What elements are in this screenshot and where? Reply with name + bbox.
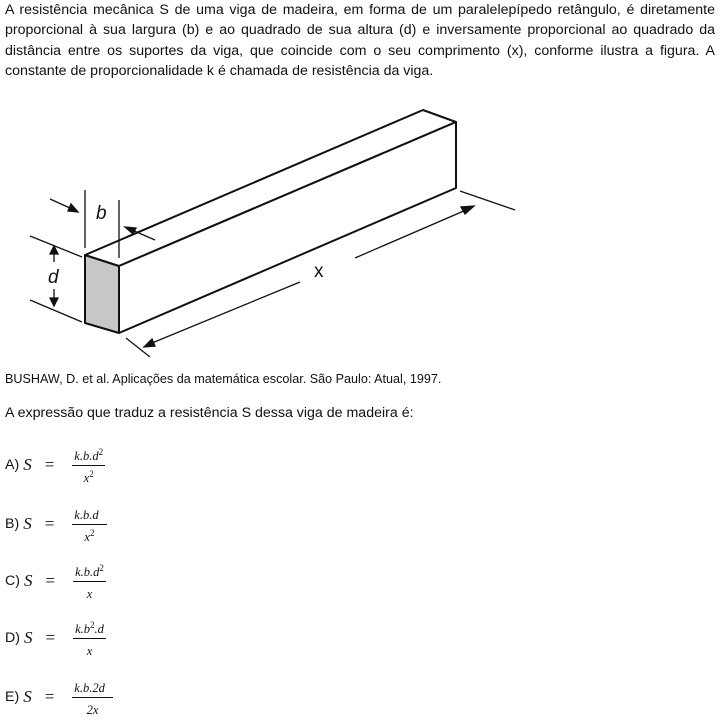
beam-figure bbox=[0, 95, 540, 370]
source-citation: BUSHAW, D. et al. Aplicações da matemática escolar. São Paulo: Atual, 1997. bbox=[5, 372, 442, 386]
numerator: k.b.d bbox=[72, 504, 106, 525]
denominator: x bbox=[86, 586, 93, 601]
numerator: $k.b.d^2$ bbox=[73, 561, 106, 582]
beam-front-face bbox=[85, 255, 119, 333]
fraction bbox=[72, 677, 113, 718]
beam bbox=[85, 110, 456, 333]
lhs-variable: S bbox=[23, 628, 33, 647]
numerator: $k.b.d^2$ bbox=[72, 445, 105, 466]
fraction bbox=[72, 445, 105, 486]
equals-sign: = bbox=[44, 455, 55, 474]
label-d: d bbox=[48, 267, 59, 288]
option-c[interactable] bbox=[5, 561, 106, 601]
option-letter: E) bbox=[5, 689, 20, 705]
denominator: 2x bbox=[86, 702, 99, 717]
option-b[interactable] bbox=[5, 504, 107, 544]
option-a[interactable] bbox=[5, 445, 105, 485]
question-prompt: A expressão que traduz a resistência S dessa viga de madeira é: bbox=[5, 405, 414, 421]
denominator: $x^2$ bbox=[84, 527, 95, 544]
option-letter: C) bbox=[5, 573, 20, 589]
denominator: $x^2$ bbox=[83, 468, 94, 485]
equals-sign: = bbox=[44, 514, 55, 533]
option-d[interactable] bbox=[5, 618, 106, 658]
option-letter: A) bbox=[5, 457, 20, 473]
label-x: x bbox=[314, 261, 324, 282]
option-letter: B) bbox=[5, 516, 20, 532]
numerator: k.b.2d bbox=[72, 677, 113, 698]
equals-sign: = bbox=[45, 628, 56, 647]
intro-paragraph: A resistência mecânica S de uma viga de madeira, em forma de um paralelepípedo retângulo, é diretamente proporcional à sua largura (b) e ao quadrado de sua altura (d) e inversamente proporcional ao quadrado da distância entre os suportes da viga, que coincide com o seu comprimento (x), conforme ilustra a figura. A constante de proporcionalidade k é chamada de resistência da viga. bbox=[5, 2, 715, 80]
fraction bbox=[73, 618, 106, 659]
numerator: $k.b^2.d$ bbox=[73, 618, 106, 639]
equals-sign: = bbox=[45, 571, 56, 590]
lhs-variable: S bbox=[23, 571, 33, 590]
label-b: b bbox=[96, 203, 107, 224]
denominator: x bbox=[86, 643, 93, 658]
option-letter: D) bbox=[5, 630, 20, 646]
lhs-variable: S bbox=[23, 455, 32, 474]
lhs-variable: S bbox=[23, 514, 32, 533]
option-e[interactable] bbox=[5, 677, 113, 717]
fraction bbox=[73, 561, 106, 602]
lhs-variable: S bbox=[23, 687, 32, 706]
fraction bbox=[72, 504, 106, 545]
equals-sign: = bbox=[44, 687, 55, 706]
